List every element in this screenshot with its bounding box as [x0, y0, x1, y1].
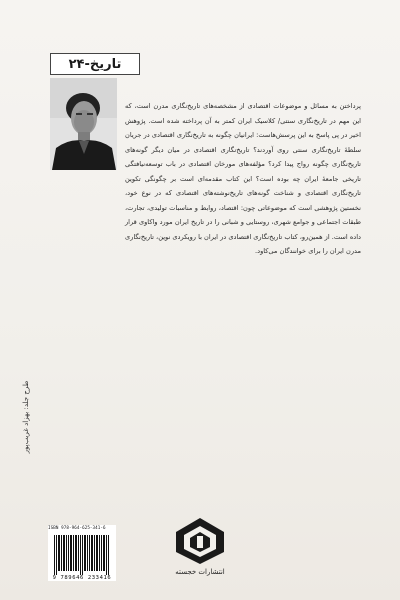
barcode-digits: 9 789646 233416: [52, 575, 112, 581]
isbn-text: ISBN 978-964-625-341-6: [48, 525, 106, 530]
cover-design-credit: طرح جلد: بهزاد غریب‌پور: [22, 380, 30, 454]
barcode-icon: [48, 525, 116, 581]
blurb-text: پرداختن به مسائل و موضوعات اقتصادی از مشخصه‌های تاریخ‌نگاری مدرن است، که این مهم در تاریخ‌نگاری سنتی/ کلاسیک ایران کمتر به آن پرداخته شده است. پژوهش اخیر در پی پاسخ به این پرسش‌هاست: ایرانیان چگونه به تاریخ‌نگاری اقتصادی در جریان سلطهٔ تاریخ‌نگاری سنتی روی آوردند؟ تاریخ‌نگاری اقتصادی در میان دیگر گونه‌های تاریخ‌نگاری چگونه رواج پیدا کرد؟ مؤلفه‌های مورخان اقتصادی در باب توسعه‌نیافتگی تاریخی جامعهٔ ایران چه بوده است؟ این کتاب مقدمه‌ای است بر چگونگی تکوین تاریخ‌نگاری اقتصادی و شناخت گونه‌های تاریخ‌نوشته‌های اقتصادی که در نوع خود، نخستین پژوهشی است که موضوعاتی چون: اقتصاد، روابط و مناسبات تولیدی، تجارت، طبقات اجتماعی و جوامع شهری، روستایی و شبانی را در تاریخ ایران مورد واکاوی قرار داده است. از همین‌رو، کتاب تاریخ‌نگاری اقتصادی در ایران با رویکردی نوین، تاریخ‌نگاری مدرن ایران را برای خوانندگان می‌کاود.: [125, 102, 361, 256]
series-label: تاریخ-۲۴: [50, 53, 140, 75]
author-photo: [50, 78, 117, 170]
khojasteh-logo-icon: [172, 516, 228, 566]
publisher-name: انتشارات خجسته: [175, 568, 225, 576]
